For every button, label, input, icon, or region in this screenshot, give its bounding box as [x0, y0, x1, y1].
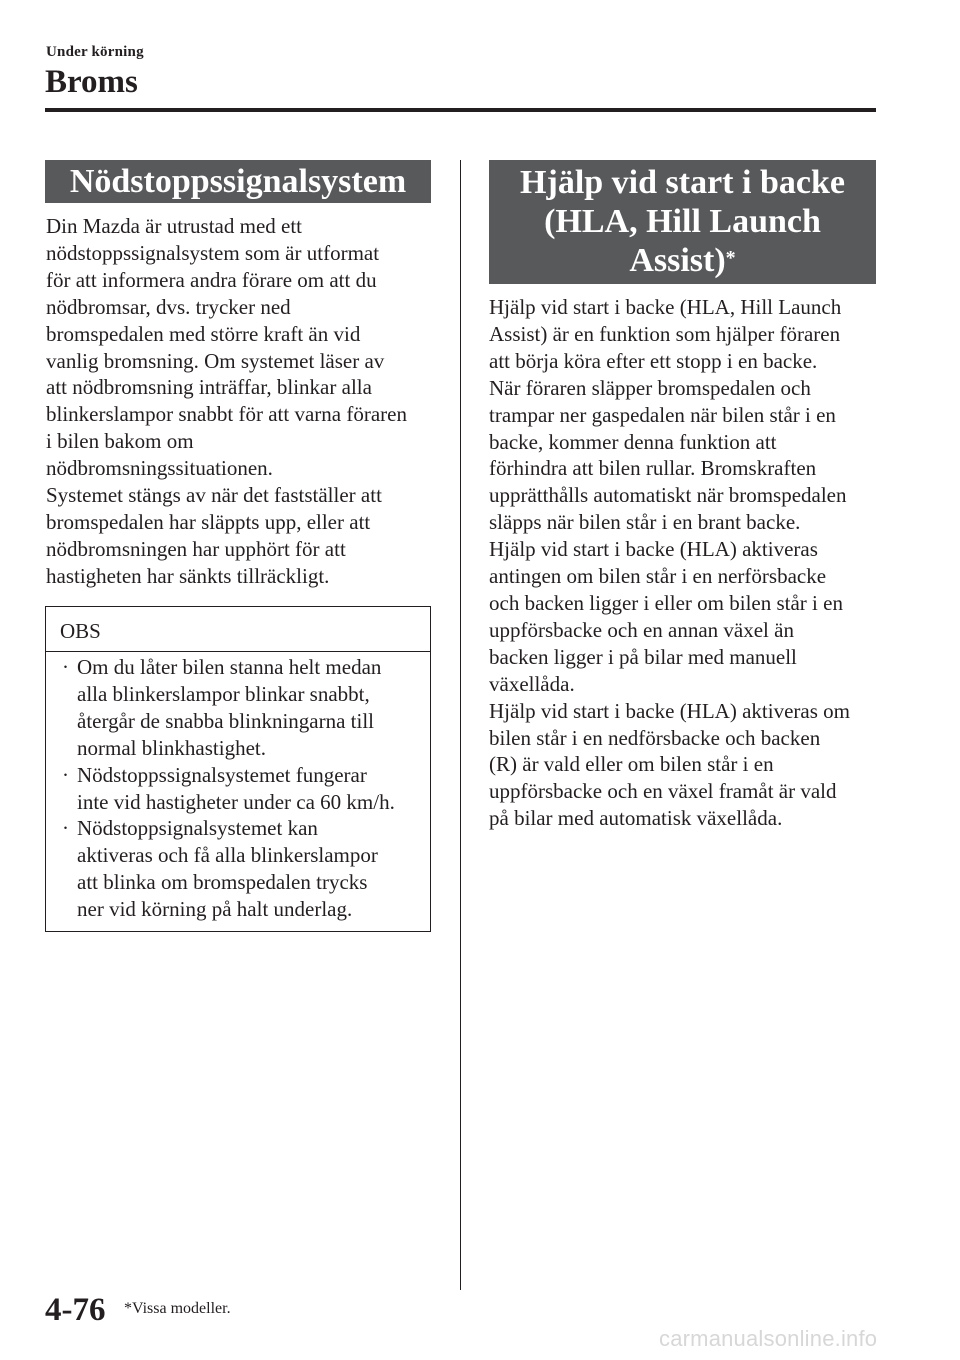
page-title: Broms [45, 64, 138, 100]
hill-launch-assist-line: Hjälp vid start i backe (HLA) aktiveras [489, 537, 818, 562]
hill-launch-assist-line: uppförsbacke och en växel framåt är vald [489, 779, 837, 804]
hill-launch-assist-line: och backen ligger i eller om bilen står i en [489, 590, 843, 615]
hill-launch-assist-line: på bilar med automatisk växellåda. [489, 806, 783, 831]
emergency-signal-line: bromspedalen med större kraft än vid [46, 321, 361, 346]
emergency-signal-line: Systemet stängs av när det fastställer att [46, 483, 382, 508]
hill-launch-assist-line: bilen står i en nedförsbacke och backen [489, 725, 821, 750]
note-item-line: Om du låter bilen stanna helt medan [77, 655, 382, 679]
note-item [62, 815, 422, 923]
hill-launch-assist-line: Assist) är en funktion som hjälper föraren [489, 321, 841, 346]
emergency-signal-line: nödbromsningen har upphört för att [46, 536, 346, 561]
hill-launch-assist-line: växellåda. [489, 671, 575, 696]
hill-launch-assist-line: backen ligger i på bilar med manuell [489, 644, 797, 669]
hill-launch-assist-line: att börja köra efter ett stopp i en backe. [489, 348, 818, 373]
heading-line [489, 241, 876, 280]
bullet-dot: · [62, 816, 69, 841]
note-title: OBS [60, 619, 101, 643]
note-item [62, 654, 422, 762]
note-item-line: återgår de snabba blinkningarna till [77, 708, 375, 733]
emergency-signal-line: nödstoppssignalsystem som är utformat [46, 240, 380, 265]
bullet-dot: · [62, 762, 69, 787]
note-item-line: normal blinkhastighet. [77, 735, 266, 760]
note-divider [46, 651, 430, 652]
note-item-line: Nödstoppsignalsystemet kan [77, 816, 318, 841]
section-heading-emergency-signal: Nödstoppssignalsystem [45, 160, 431, 203]
heading-line-text: Hjälp vid start i backe [520, 164, 845, 201]
section-label: Under körning [46, 44, 144, 60]
page-number: 4-76 [45, 1292, 106, 1328]
note-list [62, 654, 422, 923]
note-item-line: alla blinkerslampor blinkar snabbt, [77, 681, 370, 706]
note-item [62, 762, 422, 816]
heading-line [489, 163, 876, 202]
emergency-signal-line: nödbromsar, dvs. trycker ned [46, 294, 291, 319]
hill-launch-assist-line: backe, kommer denna funktion att [489, 429, 777, 454]
emergency-signal-line: vanlig bromsning. Om systemet läser av [46, 348, 385, 373]
emergency-signal-line: nödbromsningssituationen. [46, 456, 273, 481]
footnote-marker: * [725, 247, 736, 269]
hill-launch-assist-line: Hjälp vid start i backe (HLA) aktiveras om [489, 698, 850, 723]
watermark: carmanualsonline.info [659, 1326, 878, 1351]
emergency-signal-line: att nödbromsning inträffar, blinkar alla [46, 375, 372, 400]
hill-launch-assist-line: trampar ner gaspedalen när bilen står i en [489, 402, 836, 427]
note-item-line: att blinka om bromspedalen trycks [77, 870, 368, 895]
emergency-signal-line: hastigheten har sänkts tillräckligt. [46, 563, 330, 588]
note-item-line: aktiveras och få alla blinkerslampor [77, 843, 378, 868]
emergency-signal-line: Din Mazda är utrustad med ett [46, 214, 302, 238]
footnote: *Vissa modeller. [124, 1300, 231, 1317]
bullet-dot: · [62, 655, 69, 679]
emergency-signal-line: i bilen bakom om [46, 429, 194, 454]
column-divider [460, 160, 461, 1290]
hill-launch-assist-line: släpps när bilen står i en brant backe. [489, 510, 801, 535]
hill-launch-assist-line: Hjälp vid start i backe (HLA, Hill Launch [489, 295, 842, 319]
hill-launch-assist-line: uppförsbacke och en annan växel än [489, 617, 794, 642]
note-item-line: Nödstoppssignalsystemet fungerar [77, 762, 367, 787]
section-heading-hill-launch-assist [489, 160, 876, 284]
heading-line [489, 202, 876, 241]
hill-launch-assist-line: upprätthålls automatiskt när bromspedalen [489, 483, 847, 508]
header-divider [45, 108, 876, 112]
hill-launch-assist-paragraph [489, 294, 876, 832]
emergency-signal-line: blinkerslampor snabbt för att varna föraren [46, 402, 407, 427]
hill-launch-assist-line: antingen om bilen står i en nerförsbacke [489, 564, 827, 589]
note-item-line: ner vid körning på halt underlag. [77, 897, 353, 922]
heading-line-text: (HLA, Hill Launch [544, 203, 821, 240]
emergency-signal-line: för att informera andra förare om att du [46, 267, 377, 292]
hill-launch-assist-line: förhindra att bilen rullar. Bromskraften [489, 456, 817, 481]
heading-line-text: Assist) [629, 242, 726, 279]
note-box [45, 606, 431, 932]
note-item-line: inte vid hastigheter under ca 60 km/h. [77, 789, 395, 814]
emergency-signal-paragraph [46, 213, 432, 590]
hill-launch-assist-line: (R) är vald eller om bilen står i en [489, 752, 774, 777]
emergency-signal-line: bromspedalen har släppts upp, eller att [46, 509, 371, 534]
hill-launch-assist-line: När föraren släpper bromspedalen och [489, 375, 811, 400]
